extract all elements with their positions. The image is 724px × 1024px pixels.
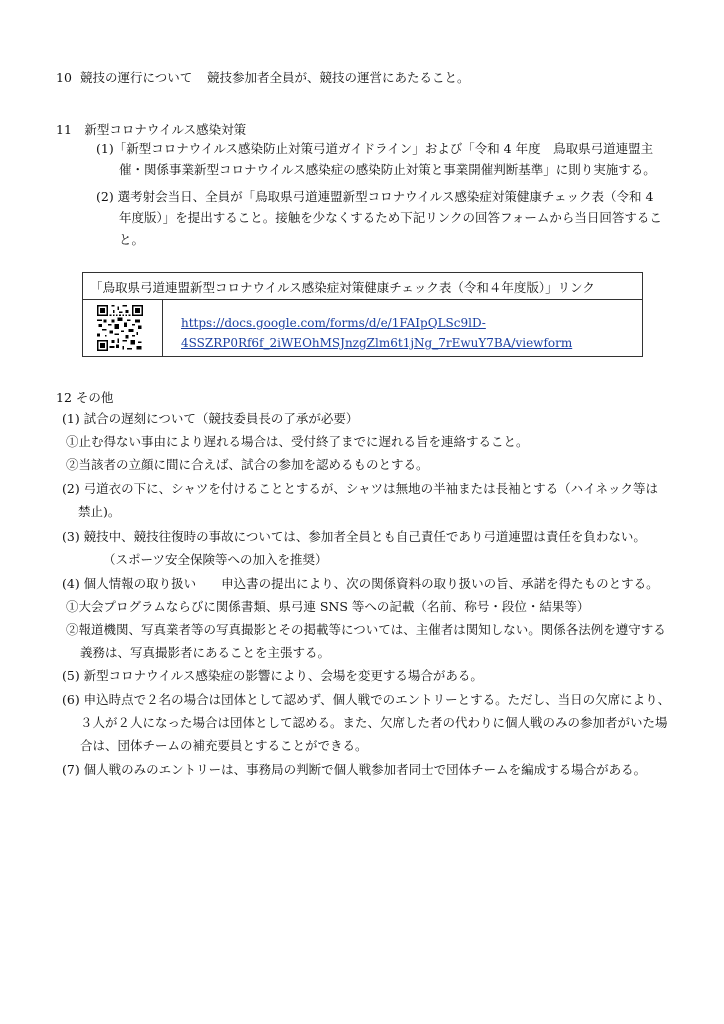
qr-code-cell [83,300,163,356]
section-11-heading: 11 新型コロナウイルス感染対策 [56,122,247,137]
section-11-item1-line1: (1)「新型コロナウイルス感染防止対策弓道ガイドライン」および「令和 4 年度 鳥取県弓道連盟主 [96,141,654,156]
section-11-item1-line2: 催・関係事業新型コロナウイルス感染症の感染防止対策と事業開催判断基準」に則り実施する。 [119,162,656,177]
section-12-line7: （スポーツ安全保険等への加入を推奨） [103,552,328,567]
section-12-line15: 合は、団体チームの補充要員とすることができる。 [80,738,368,753]
section-12-line9: ①大会プログラムならびに関係書類、県弓連 SNS 等への記載（名前、称号・段位・結果等） [66,599,590,614]
section-12-line5: 禁止)。 [78,504,121,519]
section-12-line13: (6) 申込時点で２名の場合は団体として認めず、個人戦でのエントリーとする。ただし、当日の欠席により、 [62,692,671,707]
section-11-item2-line3: と。 [119,232,145,247]
section-11-item2-line1: (2) 選考射会当日、全員が「鳥取県弓道連盟新型コロナウイルス感染症対策健康チェック表（令和 4 [96,189,654,204]
section-12-heading: 12 その他 [56,390,114,405]
link-box-header [83,273,642,300]
qr-code-icon[interactable] [97,305,143,351]
section-12-line10: ②報道機関、写真業者等の写真撮影とその掲載等については、主催者は関知しない。関係各法例を遵守する [66,622,666,637]
section-12-line14: ３人が２人になった場合は団体として認める。また、欠席した者の代わりに個人戦のみの参加者がいた場 [80,715,668,730]
form-link-line2[interactable]: 4SSZRP0Rf6f_2iWEOhMSJnzgZlm6t1jNg_7rEwuY7BA/viewform [181,336,573,350]
section-12-line11: 義務は、写真撮影者にあることを主張する。 [80,645,331,660]
section-12-line12: (5) 新型コロナウイルス感染症の影響により、会場を変更する場合がある。 [62,668,483,683]
section-12-line6: (3) 競技中、競技往復時の事故については、参加者全員とも自己責任であり弓道連盟は責任を負わない。 [62,529,646,544]
section-12-line1: (1) 試合の遅刻について（競技委員長の了承が必要） [62,411,359,426]
section-10-title: 競技の運行について [80,70,193,85]
section-12-line4: (2) 弓道衣の下に、シャツを付けることとするが、シャツは無地の半袖または長袖とする（ハイネック等は [62,481,659,496]
section-12-line8: (4) 個人情報の取り扱い 申込書の提出により、次の関係資料の取り扱いの旨、承諾を得たものとする。 [62,576,659,591]
section-10-text: 競技参加者全員が、競技の運営にあたること。 [207,70,470,85]
link-box-title: 「鳥取県弓道連盟新型コロナウイルス感染症対策健康チェック表（令和４年度版）」リンク [90,280,595,295]
section-12-line3: ②当該者の立顔に間に合えば、試合の参加を認めるものとする。 [66,457,429,472]
section-12-line2: ①止む得ない事由により遅れる場合は、受付終了までに遅れる旨を連絡すること。 [66,434,529,449]
section-12-line16: (7) 個人戦のみのエントリーは、事務局の判断で個人戦参加者同士で団体チームを編成する場合がある。 [62,762,647,777]
health-check-link-box [82,272,643,357]
section-11-item2-line2: 年度版）」を提出すること。接触を少なくするため下記リンクの回答フォームから当日回答するこ [119,210,662,225]
form-link-line1[interactable]: https://docs.google.com/forms/d/e/1FAIpQLSc9lD- [181,316,486,330]
section-10-number: 10 [56,70,72,85]
